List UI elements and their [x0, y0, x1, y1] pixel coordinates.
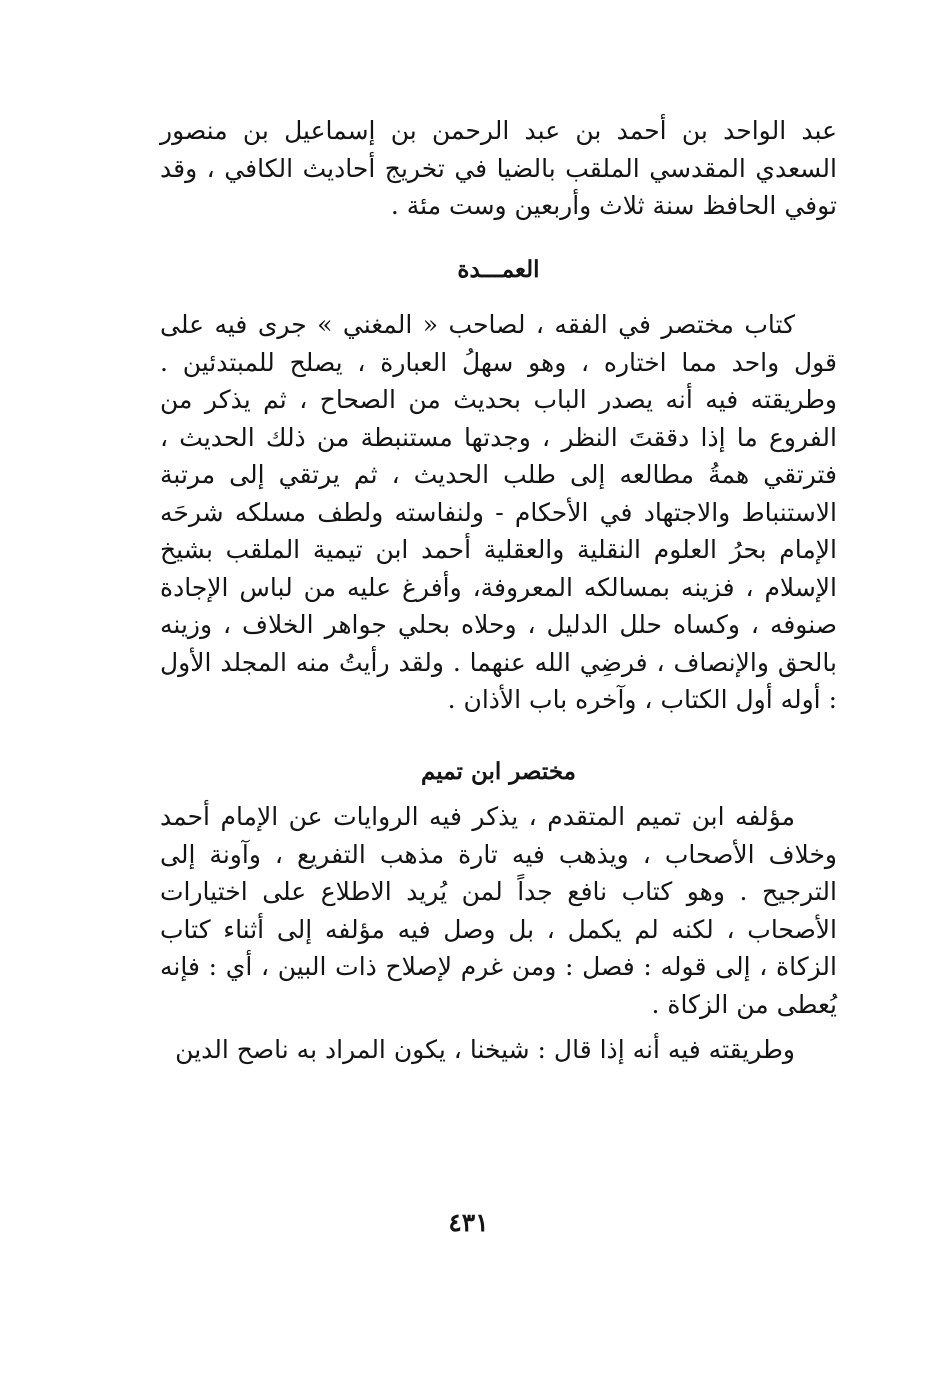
section-heading-ibn-tamim: مختصر ابن تميم	[420, 757, 576, 785]
page-number: ٤٣١	[448, 1208, 489, 1237]
ibn-tamim-continuation-paragraph: وطريقته فيه أنه إذا قال : شيخنا ، يكون المراد به ناصح الدين	[175, 1035, 795, 1064]
section-heading-umda: العمـــدة	[457, 255, 540, 283]
book-page-body	[160, 112, 837, 1069]
ibn-tamim-paragraph: مؤلفه ابن تميم المتقدم ، يذكر فيه الروايات عن الإمام أحمد وخلاف الأصحاب ، ويذهب فيه تارة مذهب التفريع ، وآونة إلى الترجيح . وهو كتاب نافع جداً لمن يُريد الاطلاع على اختيارات الأصحاب ، لكنه لم يكمل ، بل وصل فيه مؤلفه إلى أثناء كتاب الزكاة ، إلى قوله : فصل : ومن غرم لإصلاح ذات البين ، أي : فإنه يُعطى من الزكاة .	[160, 802, 837, 1019]
umda-paragraph: كتاب مختصر في الفقه ، لصاحب « المغني » جرى فيه على قول واحد مما اختاره ، وهو سهلُ العبارة ، يصلح للمبتدئين . وطريقته فيه أنه يصدر الباب بحديث من الصحاح ، ثم يذكر من الفروع ما إذا دققتَ النظر ، وجدتها مستنبطة من ذلك الحديث ، فترتقي همةُ مطالعه إلى طلب الحديث ، ثم يرتقي إلى مرتبة الاستنباط والاجتهاد في الأحكام - ولنفاسته ولطف مسلكه شرحَه الإمام بحرُ العلوم النقلية والعقلية أحمد ابن تيمية الملقب بشيخ الإسلام ، فزينه بمسالكه المعروفة، وأفرغ عليه من لباس الإجادة صنوفه ، وكساه حلل الدليل ، وحلاه بحلي جواهر الخلاف ، وزينه بالحق والإنصاف ، فرضِي الله عنهما . ولقد رأيتُ منه المجلد الأول : أوله أول الكتاب ، وآخره باب الأذان .	[160, 310, 837, 714]
intro-paragraph: عبد الواحد بن أحمد بن عبد الرحمن بن إسماعيل بن منصور السعدي المقدسي الملقب بالضيا في تخريج أحاديث الكافي ، وقد توفي الحافظ سنة ثلاث وأربعين وست مئة .	[160, 116, 837, 220]
